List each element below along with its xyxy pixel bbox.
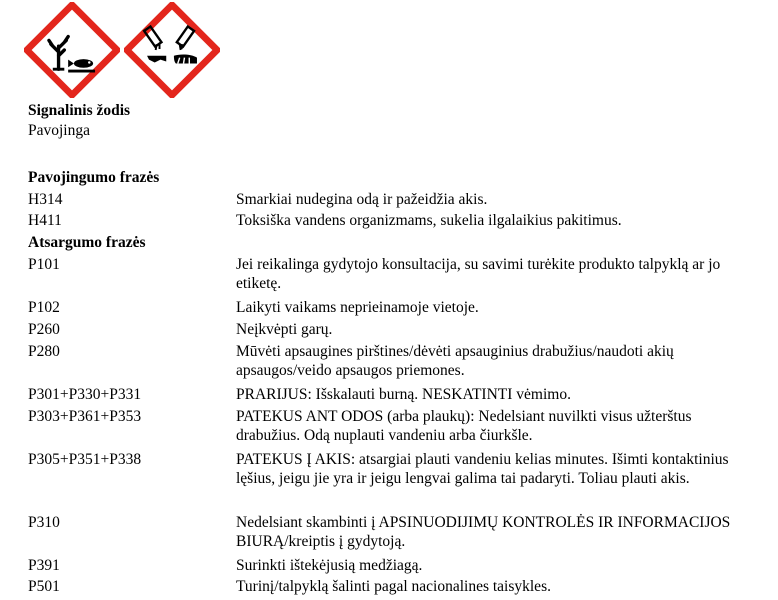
statement-code: P310 [28, 514, 60, 531]
statement-text: Surinkti ištekėjusią medžiagą. [236, 557, 423, 574]
statement-code: P391 [28, 557, 60, 574]
statement-row [28, 450, 768, 488]
ghs-pictograms [24, 2, 220, 98]
signal-word-section [28, 101, 130, 141]
environment-hazard-icon [24, 2, 120, 98]
statement-text: PRARIJUS: Išskalauti burną. NESKATINTI vėmimo. [236, 386, 571, 403]
statement-text: Laikyti vaikams neprieinamoje vietoje. [236, 299, 479, 316]
statement-text: Nedelsiant skambinti į APSINUODIJIMŲ KONTROLĖS IR INFORMACIJOS BIURĄ/kreiptis į gydytoją. [236, 514, 731, 550]
precautionary-statements-heading: Atsargumo frazės [28, 234, 146, 251]
hazard-statements-heading: Pavojingumo frazės [28, 169, 160, 186]
statement-code: H314 [28, 191, 63, 208]
statement-row [28, 342, 768, 380]
precautionary-statements-list [28, 407, 768, 445]
signal-word-value: Pavojinga [28, 122, 90, 139]
corrosion-hazard-icon [124, 2, 220, 98]
statement-code: H411 [28, 212, 62, 229]
precautionary-statements-list [28, 298, 768, 317]
statement-row [28, 385, 768, 404]
precautionary-statements-list [28, 450, 768, 488]
statement-text: Toksiška vandens organizmams, sukelia ilgalaikius pakitimus. [236, 212, 622, 229]
statement-code: P102 [28, 299, 60, 316]
statement-code: P305+P351+P338 [28, 451, 142, 468]
signal-word-heading: Signalinis žodis [28, 102, 131, 119]
statement-code: P301+P330+P331 [28, 386, 142, 403]
statement-code: P501 [28, 578, 60, 595]
statement-row [28, 298, 768, 317]
statement-text: Neįkvėpti garų. [236, 321, 333, 338]
statement-row [28, 211, 768, 230]
statement-row [28, 407, 768, 445]
statement-text: Mūvėti apsaugines pirštines/dėvėti apsauginius drabužius/naudoti akių apsaugos/veido apsaugos priemones. [236, 343, 674, 379]
statement-code: P260 [28, 321, 60, 338]
statement-text: Jei reikalinga gydytojo konsultacija, su savimi turėkite produkto talpyklą ar jo etiketę. [236, 256, 721, 292]
precautionary-statements-list [28, 320, 768, 339]
statement-row [28, 556, 768, 575]
statement-row [28, 577, 768, 596]
hazard-statements-list [28, 190, 768, 230]
hazard-statements-heading-wrap [28, 168, 159, 188]
statement-row [28, 513, 768, 551]
precautionary-statements-list [28, 255, 768, 293]
statement-text: Turinį/talpyklą šalinti pagal nacionalines taisykles. [236, 578, 551, 595]
statement-text: PATEKUS ANT ODOS (arba plaukų): Nedelsiant nuvilkti visus užterštus drabužius. Odą nuplauti vandeniu arba čiurkšle. [236, 408, 692, 444]
statement-text: PATEKUS Į AKIS: atsargiai plauti vandeniu kelias minutes. Išimti kontaktinius lęšius, jeigu jie yra ir jeigu lengvai galima tai padaryti. Toliau plauti akis. [236, 451, 729, 487]
precautionary-statements-list [28, 577, 768, 596]
statement-row [28, 320, 768, 339]
precautionary-statements-list [28, 556, 768, 575]
precautionary-statements-list [28, 513, 768, 551]
statement-row [28, 255, 768, 293]
statement-code: P101 [28, 256, 60, 273]
precautionary-statements-list [28, 385, 768, 404]
statement-code: P303+P361+P353 [28, 408, 142, 425]
statement-code: P280 [28, 343, 60, 360]
precautionary-statements-list [28, 342, 768, 380]
statement-text: Smarkiai nudegina odą ir pažeidžia akis. [236, 191, 488, 208]
statement-row [28, 190, 768, 209]
precautionary-statements-heading-wrap [28, 233, 146, 253]
